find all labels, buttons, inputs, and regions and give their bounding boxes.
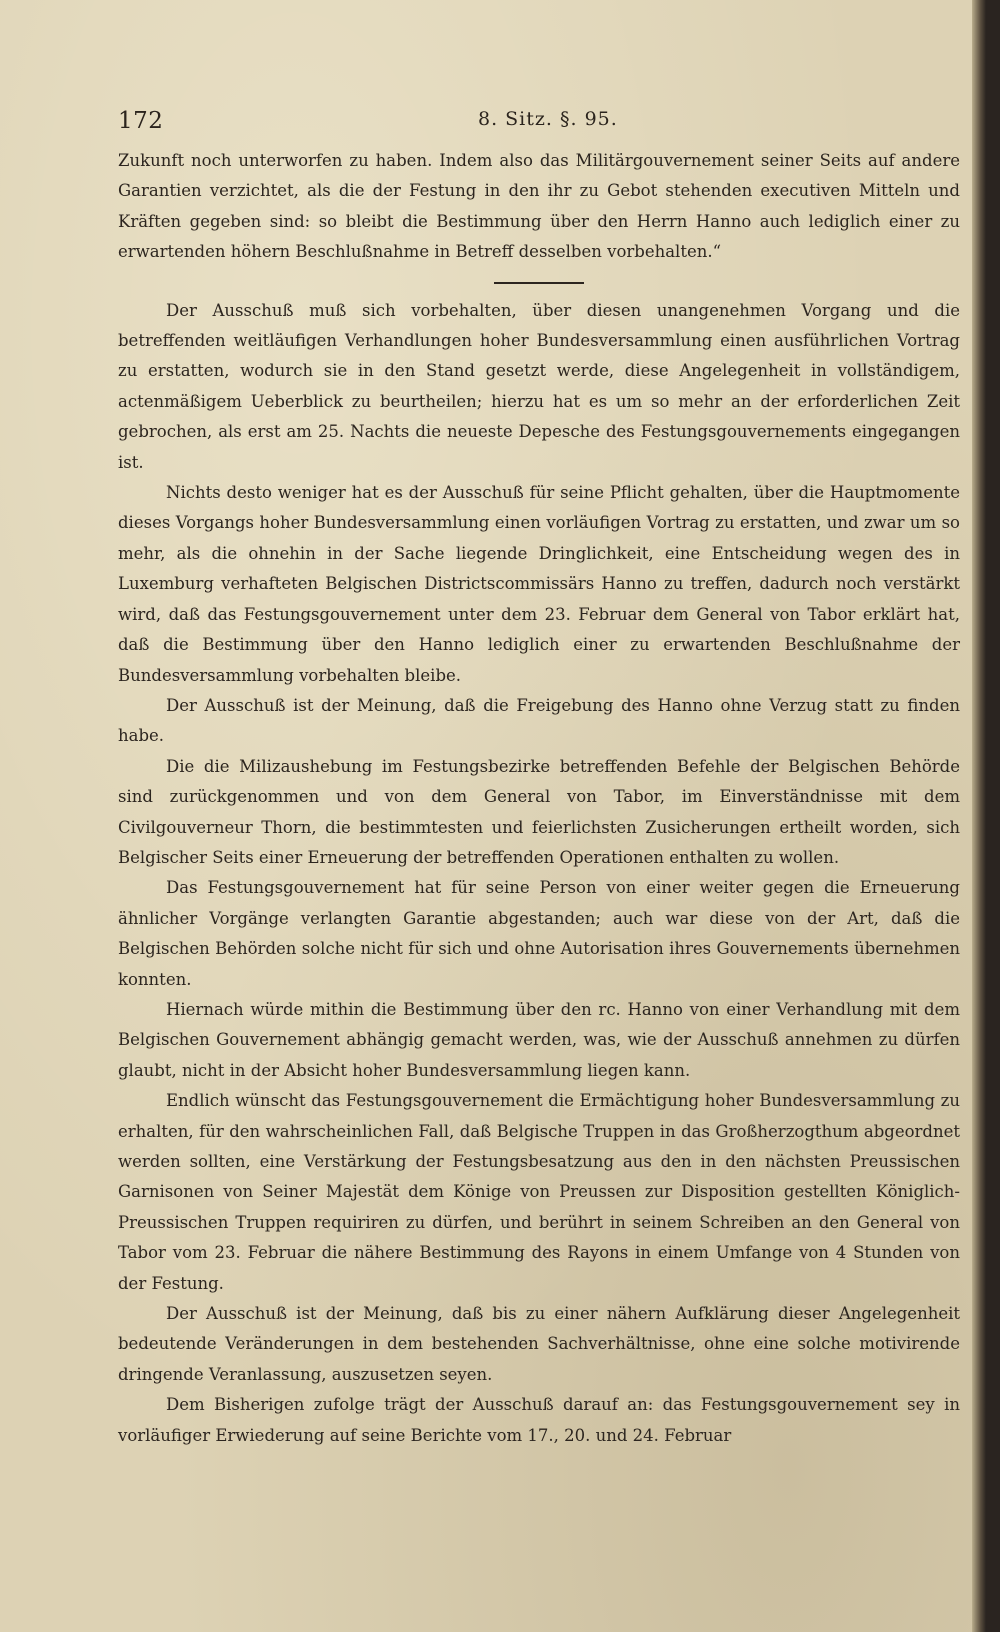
section-rule xyxy=(494,282,584,284)
page-edge-shadow xyxy=(972,0,986,1632)
page-header xyxy=(118,108,958,138)
page-number: 172 xyxy=(118,108,164,134)
paragraph-1: Zukunft noch unterworfen zu haben. Indem also das Militärgouvernement seiner Seits auf andere Garantien verzichtet, als die der Festung in den ihr zu Gebot stehenden executiven Mitteln und Kräften gegeben sind: so bleibt die Bestimmung über den Herrn Hanno auch lediglich einer zu erwartenden höhern Beschlußnahme in Betreff desselben vorbehalten.“ xyxy=(118,151,960,262)
body-text xyxy=(118,146,960,1451)
paragraph-10: Dem Bisherigen zufolge trägt der Ausschuß darauf an: das Festungsgouvernement sey in vorläufiger Erwiederung auf seine Berichte vom 17., 20. und 24. Februar xyxy=(118,1395,960,1445)
paragraph-2: Der Ausschuß muß sich vorbehalten, über diesen unangenehmen Vorgang und die betreffenden weitläufigen Verhandlungen hoher Bundesversammlung einen ausführlichen Vortrag zu erstatten, wodurch sie in den Stand gesetzt werde, diese Angelegenheit in vollständigem, actenmäßigem Ueberblick zu beurtheilen; hierzu hat es um so mehr an der erforderlichen Zeit gebrochen, als erst am 25. Nachts die neueste Depesche des Festungsgouvernements eingegangen ist. xyxy=(118,300,960,472)
paragraph-5: Die die Milizaushebung im Festungsbezirke betreffenden Befehle der Belgischen Behörde sind zurückgenommen und von dem General von Tabor, im Einverständnisse mit dem Civilgouverneur Thorn, die bestimmtesten und feierlichsten Zusicherungen ertheilt worden, sich Belgischer Seits einer Erneuerung der betreffenden Operationen enthalten zu wollen. xyxy=(118,756,960,867)
running-head: 8. Sitz. §. 95. xyxy=(478,108,618,130)
paragraph-9: Der Ausschuß ist der Meinung, daß bis zu einer nähern Aufklärung dieser Angelegenheit bedeutende Veränderungen in dem bestehenden Sachverhältnisse, ohne eine solche motivirende dringende Veranlassung, auszusetzen seyen. xyxy=(118,1304,960,1384)
paragraph-7: Hiernach würde mithin die Bestimmung über den rc. Hanno von einer Verhandlung mit dem Belgischen Gouvernement abhängig gemacht werden, was, wie der Ausschuß annehmen zu dürfen glaubt, nicht in der Absicht hoher Bundesversammlung liegen kann. xyxy=(118,999,960,1080)
paragraph-3: Nichts desto weniger hat es der Ausschuß für seine Pflicht gehalten, über die Hauptmomente dieses Vorgangs hoher Bundesversammlung einen vorläufigen Vortrag zu erstatten, und zwar um so mehr, als die ohnehin in der Sache liegende Dringlichkeit, eine Entscheidung wegen des in Luxemburg verhafteten Belgischen Districtscommissärs Hanno zu treffen, dadurch noch verstärkt wird, daß das Festungsgouvernement unter dem 23. Februar dem General von Tabor erklärt hat, daß die Bestimmung über den Hanno lediglich einer zu erwartenden Beschlußnahme der Bundesversammlung vorbehalten bleibe. xyxy=(118,483,960,685)
paragraph-8: Endlich wünscht das Festungsgouvernement die Ermächtigung hoher Bundesversammlung zu erhalten, für den wahrscheinlichen Fall, daß Belgische Truppen in das Großherzogthum abgeordnet werden sollten, eine Verstärkung der Festungsbesatzung aus den in den nächsten Preussischen Garnisonen von Seiner Majestät dem Könige von Preussen zur Disposition gestellten Königlich-Preussischen Truppen requiriren zu dürfen, und berührt in seinem Schreiben an den General von Tabor vom 23. Februar die nähere Bestimmung des Rayons in einem Umfange von 4 Stunden von der Festung. xyxy=(118,1091,960,1293)
paragraph-6: Das Festungsgouvernement hat für seine Person von einer weiter gegen die Erneuerung ähnlicher Vorgänge verlangten Garantie abgestanden; auch war diese von der Art, daß die Belgischen Behörden solche nicht für sich und ohne Autorisation ihres Gouvernements übernehmen konnten. xyxy=(118,878,960,989)
paragraph-4: Der Ausschuß ist der Meinung, daß die Freigebung des Hanno ohne Verzug statt zu finden habe. xyxy=(118,695,960,746)
